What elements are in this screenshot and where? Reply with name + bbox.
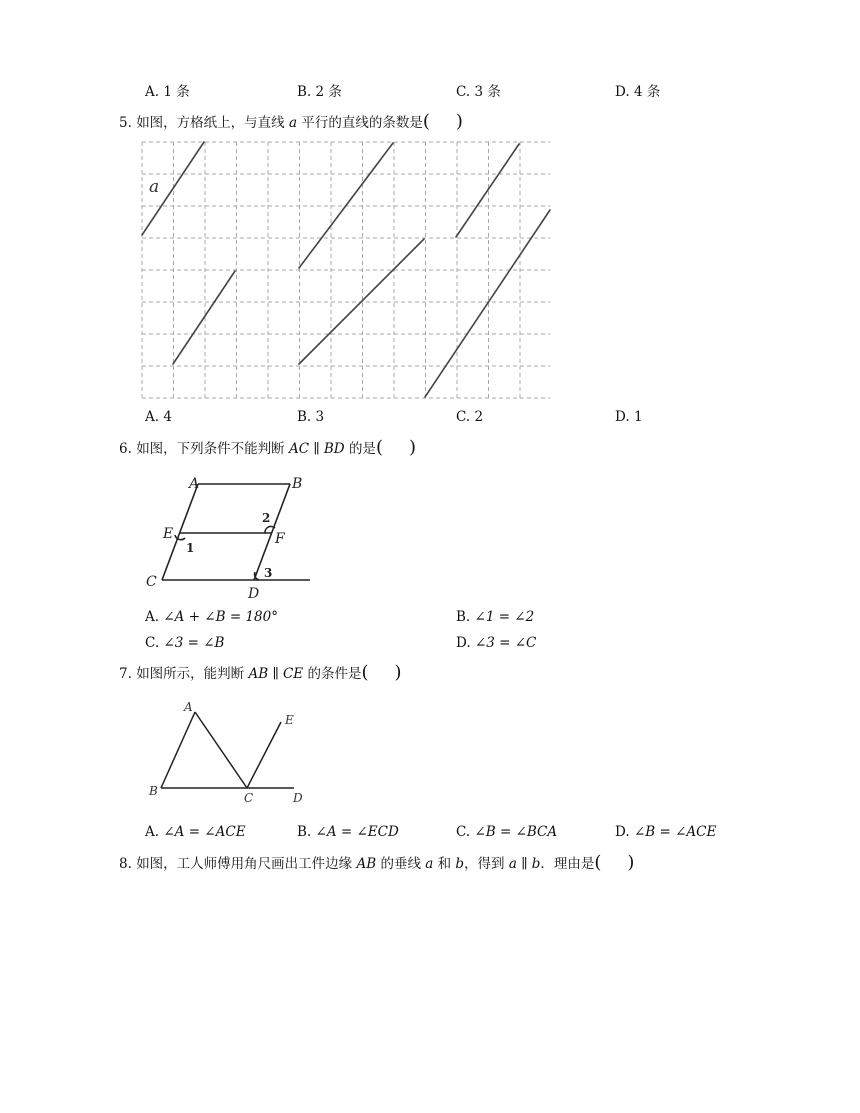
q7-stem: 7. 如图所示，能判断 AB ∥ CE 的条件是( ) <box>119 662 402 683</box>
label-a: a <box>149 177 160 197</box>
q4-option-c: C. 3 条 <box>456 84 501 100</box>
label-B: B <box>292 476 303 492</box>
q5-stem: 5. 如图，方格纸上，与直线 a 平行的直线的条数是( ) <box>119 111 463 132</box>
q4-option-a: A. 1 条 <box>145 84 190 100</box>
label-2: 2 <box>262 511 271 525</box>
label-F: F <box>275 531 285 547</box>
q7-option-a: A. ∠A = ∠ACE <box>145 824 246 840</box>
q5-option-d: D. 1 <box>615 409 643 425</box>
q7-triangle-figure <box>140 698 340 808</box>
q6-option-d: D. ∠3 = ∠C <box>456 635 537 651</box>
q6-stem: 6. 如图，下列条件不能判断 AC ∥ BD 的是( ) <box>119 437 416 458</box>
label-C: C <box>146 574 157 590</box>
q5-option-a: A. 4 <box>145 409 172 425</box>
grid-line-2 <box>173 271 235 364</box>
label-E: E <box>285 713 294 727</box>
q6-option-a: A. ∠A + ∠B = 180° <box>145 609 278 625</box>
label-B: B <box>149 784 158 798</box>
label-3: 3 <box>264 566 273 580</box>
label-E: E <box>163 526 174 542</box>
q7-option-b: B. ∠A = ∠ECD <box>297 824 399 840</box>
label-D: D <box>248 586 260 602</box>
q6-parallelogram-figure <box>140 468 340 608</box>
q6-option-c: C. ∠3 = ∠B <box>145 635 225 651</box>
q7-option-d: D. ∠B = ∠ACE <box>615 824 717 840</box>
q6-option-b: B. ∠1 = ∠2 <box>456 609 535 625</box>
label-D: D <box>293 791 303 805</box>
label-1: 1 <box>186 541 195 555</box>
label-A: A <box>189 476 200 492</box>
q8-stem: 8. 如图，工人师傅用角尺画出工件边缘 AB 的垂线 a 和 b，得到 a ∥ b．理由是( ) <box>119 852 635 873</box>
q5-option-c: C. 2 <box>456 409 484 425</box>
q5-grid-figure <box>140 140 552 400</box>
q5-option-b: B. 3 <box>297 409 325 425</box>
q4-option-b: B. 2 条 <box>297 84 342 100</box>
q7-option-c: C. ∠B = ∠BCA <box>456 824 558 840</box>
grid-line-5 <box>456 144 519 237</box>
label-C: C <box>244 791 254 805</box>
label-A: A <box>184 700 193 714</box>
q4-option-d: D. 4 条 <box>615 84 661 100</box>
